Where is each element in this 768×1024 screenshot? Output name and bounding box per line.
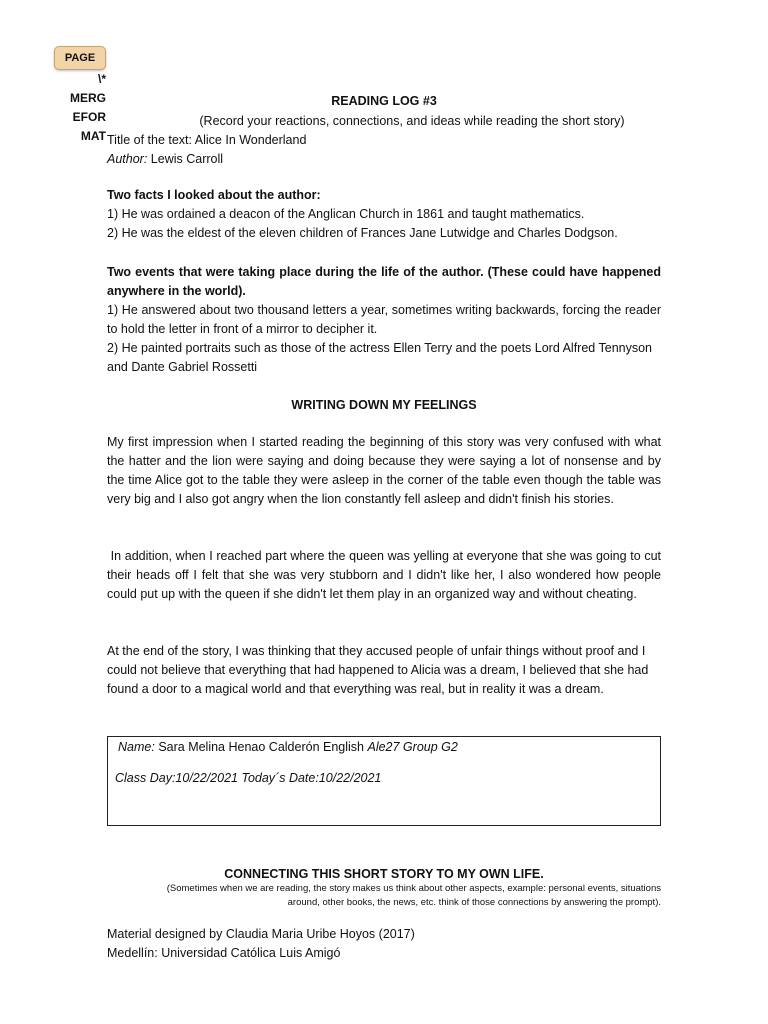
footer-credit: Material designed by Claudia Maria Uribe Hoyos (2017) bbox=[107, 927, 415, 941]
author-line bbox=[107, 150, 661, 169]
page-field-tag: PAGE bbox=[54, 46, 106, 70]
facts-heading: Two facts I looked about the author: bbox=[107, 188, 321, 202]
author-name: Lewis Carroll bbox=[150, 152, 224, 166]
author-events-section bbox=[107, 263, 661, 377]
student-group: Ale27 Group G2 bbox=[367, 740, 458, 754]
field-code-line: \* bbox=[97, 72, 106, 86]
connecting-heading: CONNECTING THIS SHORT STORY TO MY OWN LIFE. bbox=[224, 867, 544, 881]
student-dates: Class Day:10/22/2021 Today´s Date:10/22/2021 bbox=[115, 771, 382, 785]
student-info-box bbox=[107, 736, 661, 826]
field-code-line: MAT bbox=[80, 129, 106, 143]
document-header bbox=[107, 92, 661, 169]
event-item: 1) He answered about two thousand letters a year, sometimes writing backwards, forcing the reader to hold the letter in front of a mirror to decipher it. bbox=[107, 303, 661, 336]
field-code-line: MERG bbox=[70, 91, 106, 105]
events-heading: Two events that were taking place during the life of the author. (These could have happened anywhere in the world). bbox=[107, 265, 661, 298]
page-title: READING LOG #3 bbox=[331, 94, 437, 108]
author-facts-section bbox=[107, 186, 661, 243]
field-code-line: EFOR bbox=[72, 110, 106, 124]
merge-format-field-code bbox=[60, 70, 106, 146]
student-name-line bbox=[118, 738, 458, 757]
connecting-note bbox=[107, 882, 661, 910]
feelings-paragraph-3: At the end of the story, I was thinking that they accused people of unfair things without proof and I could not believe that everything that had happened to Alicia was a dream, I believed that she had found a door to a magical world and that everything was real, but in reality it was a dream. bbox=[107, 644, 649, 696]
student-name: Sara Melina Henao Calderón English bbox=[158, 740, 364, 754]
page-subtitle: (Record your reactions, connections, and ideas while reading the short story) bbox=[199, 114, 625, 128]
footer-institution: Medellín: Universidad Católica Luis Amigó bbox=[107, 946, 341, 960]
connecting-note-line: (Sometimes when we are reading, the story makes us think about other aspects, example: personal events, situations bbox=[166, 883, 661, 894]
connecting-note-line: around, other books, the news, etc. think of those connections by answering the prompt). bbox=[287, 897, 661, 908]
event-item: 2) He painted portraits such as those of the actress Ellen Terry and the poets Lord Alfred Tennyson and Dante Gabriel Rossetti bbox=[107, 341, 652, 374]
feelings-paragraph-2: In addition, when I reached part where the queen was yelling at everyone that she was going to cut their heads off I felt that she was very stubborn and I didn't like her, I also wondered how people could put up with the queen if she didn't let them play in an organized way and without cheating. bbox=[107, 549, 665, 601]
footer bbox=[107, 925, 661, 963]
feelings-heading: WRITING DOWN MY FEELINGS bbox=[291, 398, 477, 412]
text-title-line: Title of the text: Alice In Wonderland bbox=[107, 133, 307, 147]
fact-item: 1) He was ordained a deacon of the Anglican Church in 1861 and taught mathematics. bbox=[107, 207, 585, 221]
feelings-paragraph-1: My first impression when I started reading the beginning of this story was very confused with what the hatter and the lion were saying and doing because they were saying a lot of nonsense and by the time Alice got to the table they were asleep in the corner of the table even though the table was very big and I also got angry when the lion constantly fell asleep and didn't finish his stories. bbox=[107, 435, 661, 506]
fact-item: 2) He was the eldest of the eleven children of Frances Jane Lutwidge and Charles Dodgson. bbox=[107, 226, 618, 240]
name-label: Name: bbox=[118, 740, 155, 754]
author-label: Author: bbox=[107, 152, 148, 166]
